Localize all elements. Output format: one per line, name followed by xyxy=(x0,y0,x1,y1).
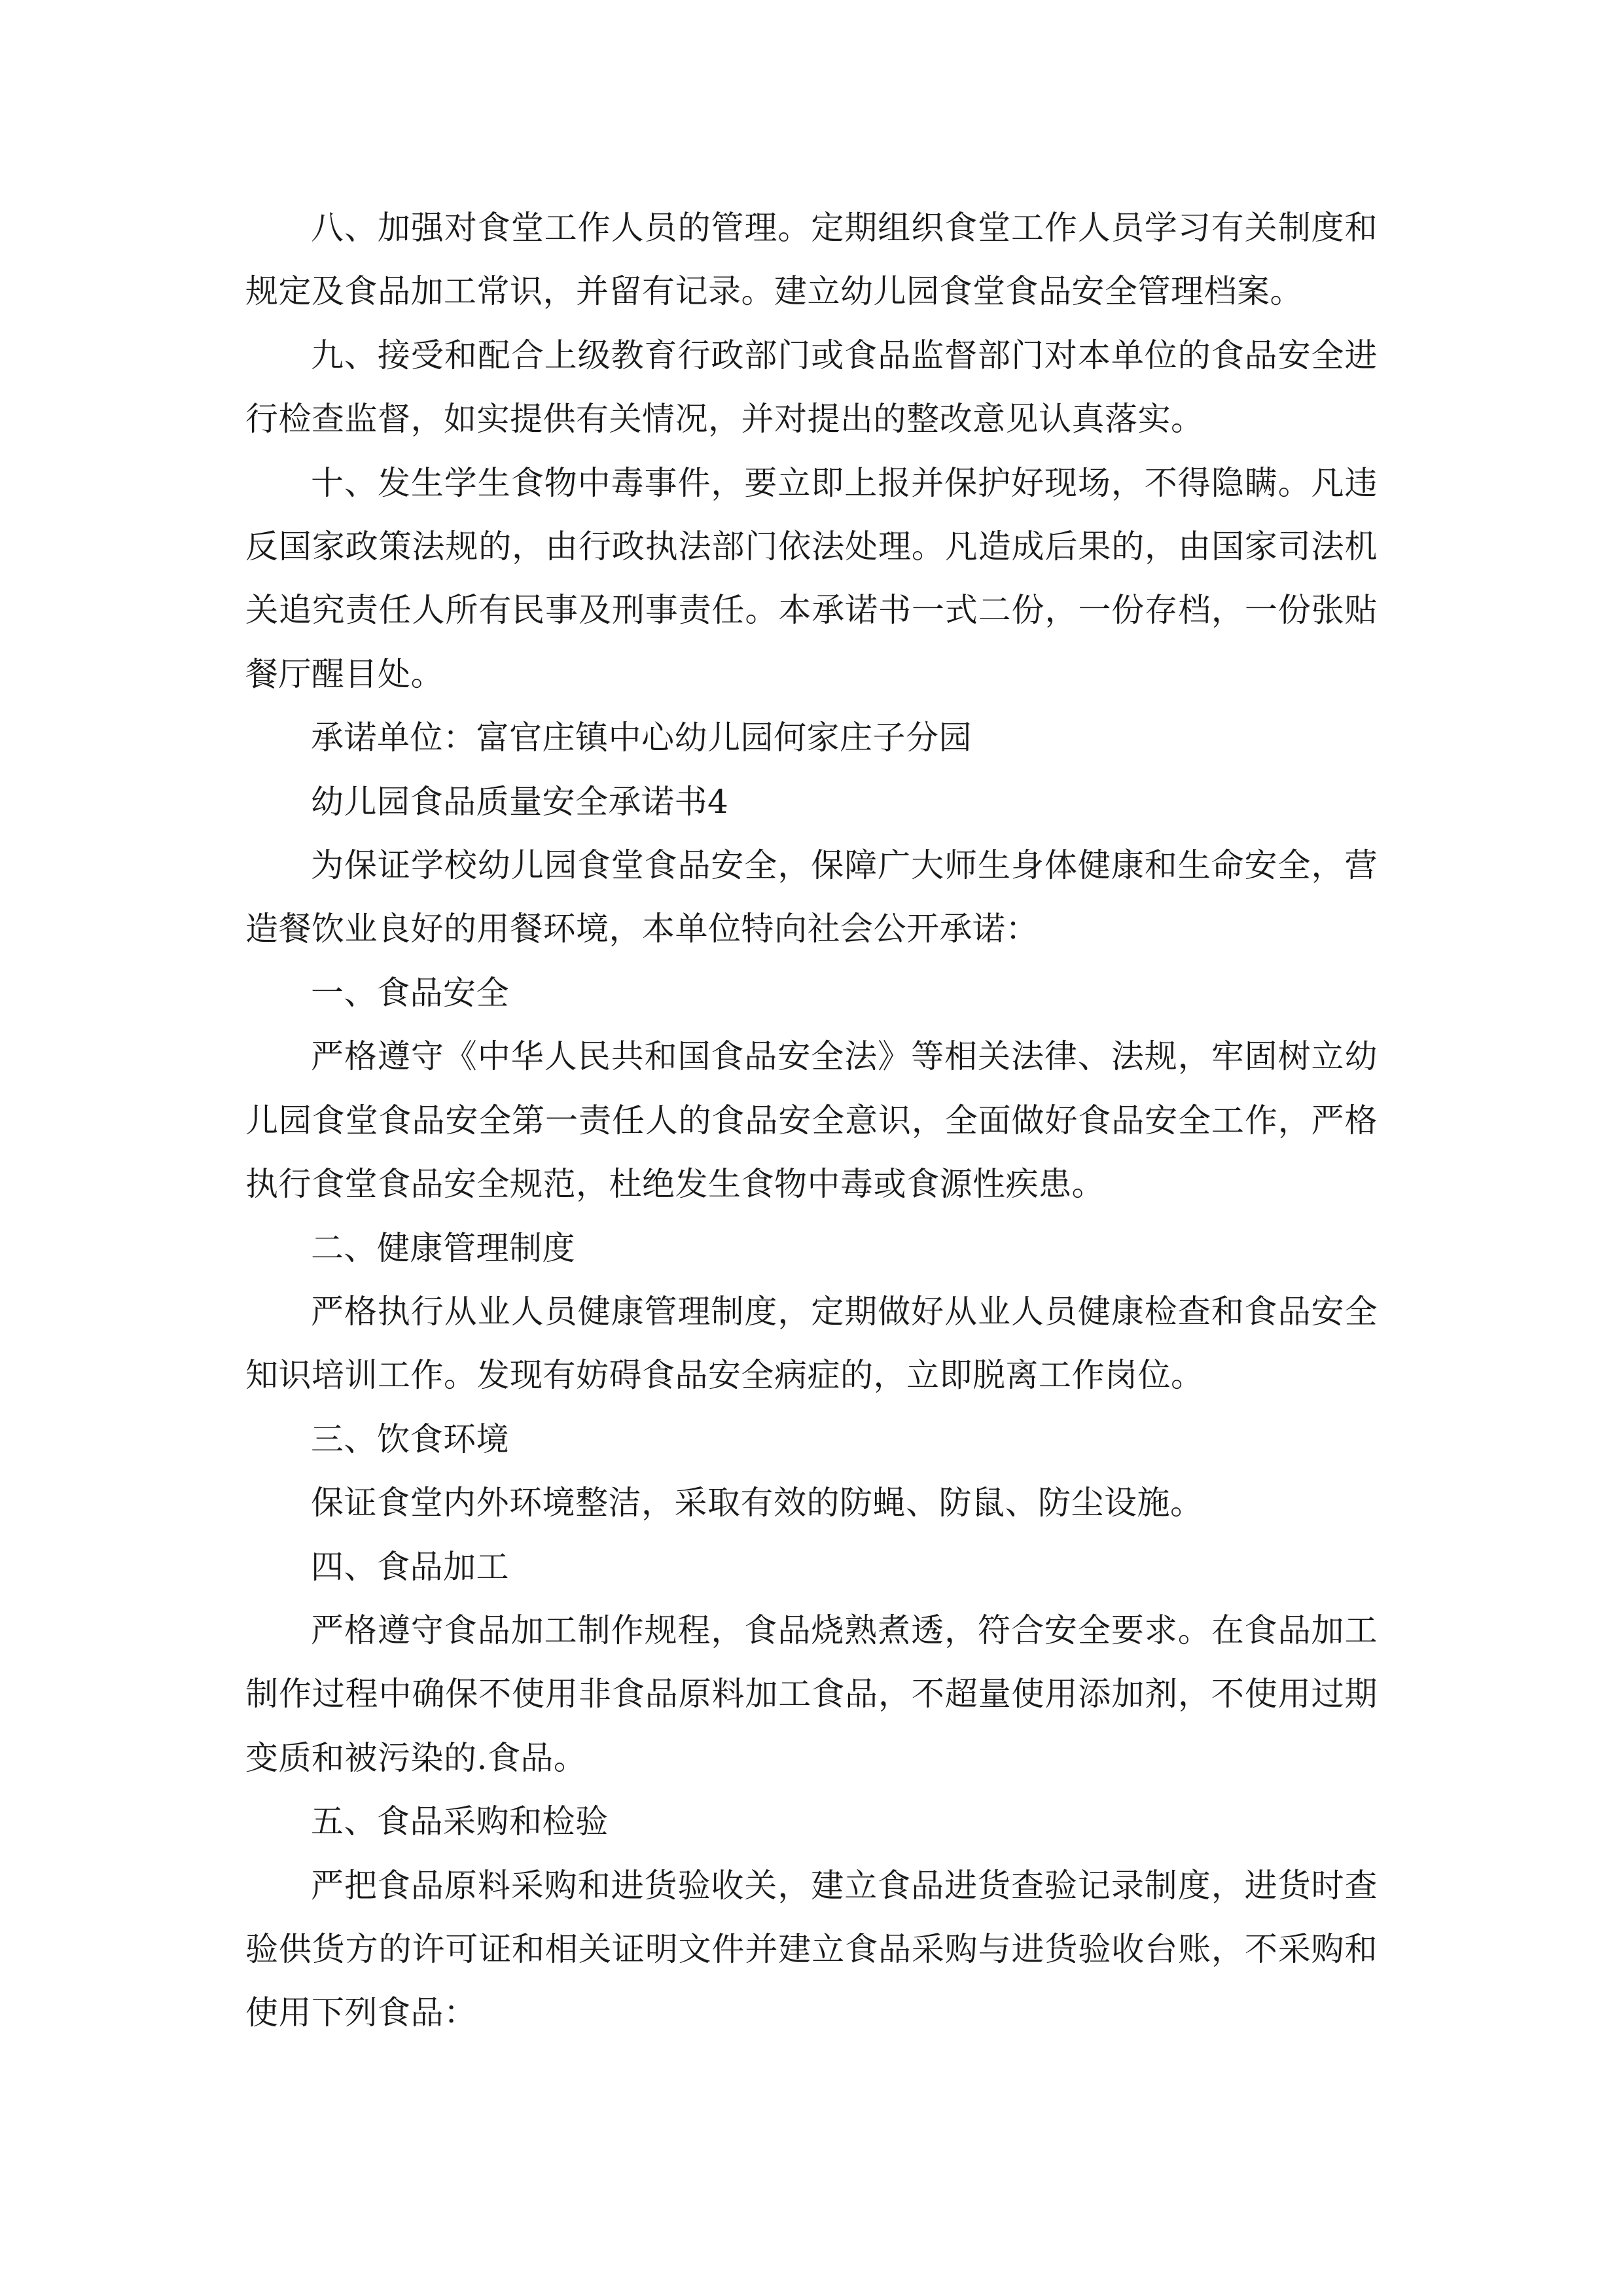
paragraph-health-management: 严格执行从业人员健康管理制度，定期做好从业人员健康检查和食品安全知识培训工作。发现有妨碍食品安全病症的，立即脱离工作岗位。 xyxy=(245,1292,1378,1395)
heading-procurement-inspection: 五、食品采购和检验 xyxy=(311,1803,609,1841)
heading-health-management: 二、健康管理制度 xyxy=(311,1229,575,1267)
document-body xyxy=(245,196,1378,2045)
paragraph-dining-environment: 保证食堂内外环境整洁，采取有效的防蝇、防鼠、防尘设施。 xyxy=(311,1484,1204,1522)
section-title: 幼儿园食品质量安全承诺书4 xyxy=(311,782,729,821)
signatory-unit: 承诺单位：富官庄镇中心幼儿园何家庄子分园 xyxy=(311,719,972,757)
paragraph-item-9: 九、接受和配合上级教育行政部门或食品监督部门对本单位的食品安全进行检查监督，如实提供有关情况，并对提出的整改意见认真落实。 xyxy=(245,336,1378,439)
heading-food-processing: 四、食品加工 xyxy=(311,1547,509,1586)
heading-dining-environment: 三、饮食环境 xyxy=(311,1420,509,1458)
intro-paragraph: 为保证学校幼儿园食堂食品安全，保障广大师生身体健康和生命安全，营造餐饮业良好的用餐环境，本单位特向社会公开承诺： xyxy=(245,846,1378,948)
paragraph-food-safety: 严格遵守《中华人民共和国食品安全法》等相关法律、法规，牢固树立幼儿园食堂食品安全第一责任人的食品安全意识，全面做好食品安全工作，严格执行食堂食品安全规范，杜绝发生食物中毒或食源性疾患。 xyxy=(245,1037,1378,1204)
paragraph-item-10: 十、发生学生食物中毒事件，要立即上报并保护好现场，不得隐瞒。凡违反国家政策法规的，由行政执法部门依法处理。凡造成后果的，由国家司法机关追究责任人所有民事及刑事责任。本承诺书一式二份，一份存档，一份张贴餐厅醒目处。 xyxy=(245,463,1378,693)
heading-food-safety: 一、食品安全 xyxy=(311,973,509,1012)
paragraph-item-8: 八、加强对食堂工作人员的管理。定期组织食堂工作人员学习有关制度和规定及食品加工常识，并留有记录。建立幼儿园食堂食品安全管理档案。 xyxy=(245,209,1378,311)
paragraph-procurement-inspection: 严把食品原料采购和进货验收关，建立食品进货查验记录制度，进货时查验供货方的许可证和相关证明文件并建立食品采购与进货验收台账，不采购和使用下列食品： xyxy=(245,1866,1378,2032)
paragraph-food-processing: 严格遵守食品加工制作规程，食品烧熟煮透，符合安全要求。在食品加工制作过程中确保不使用非食品原料加工食品，不超量使用添加剂，不使用过期变质和被污染的.食品。 xyxy=(245,1611,1378,1777)
